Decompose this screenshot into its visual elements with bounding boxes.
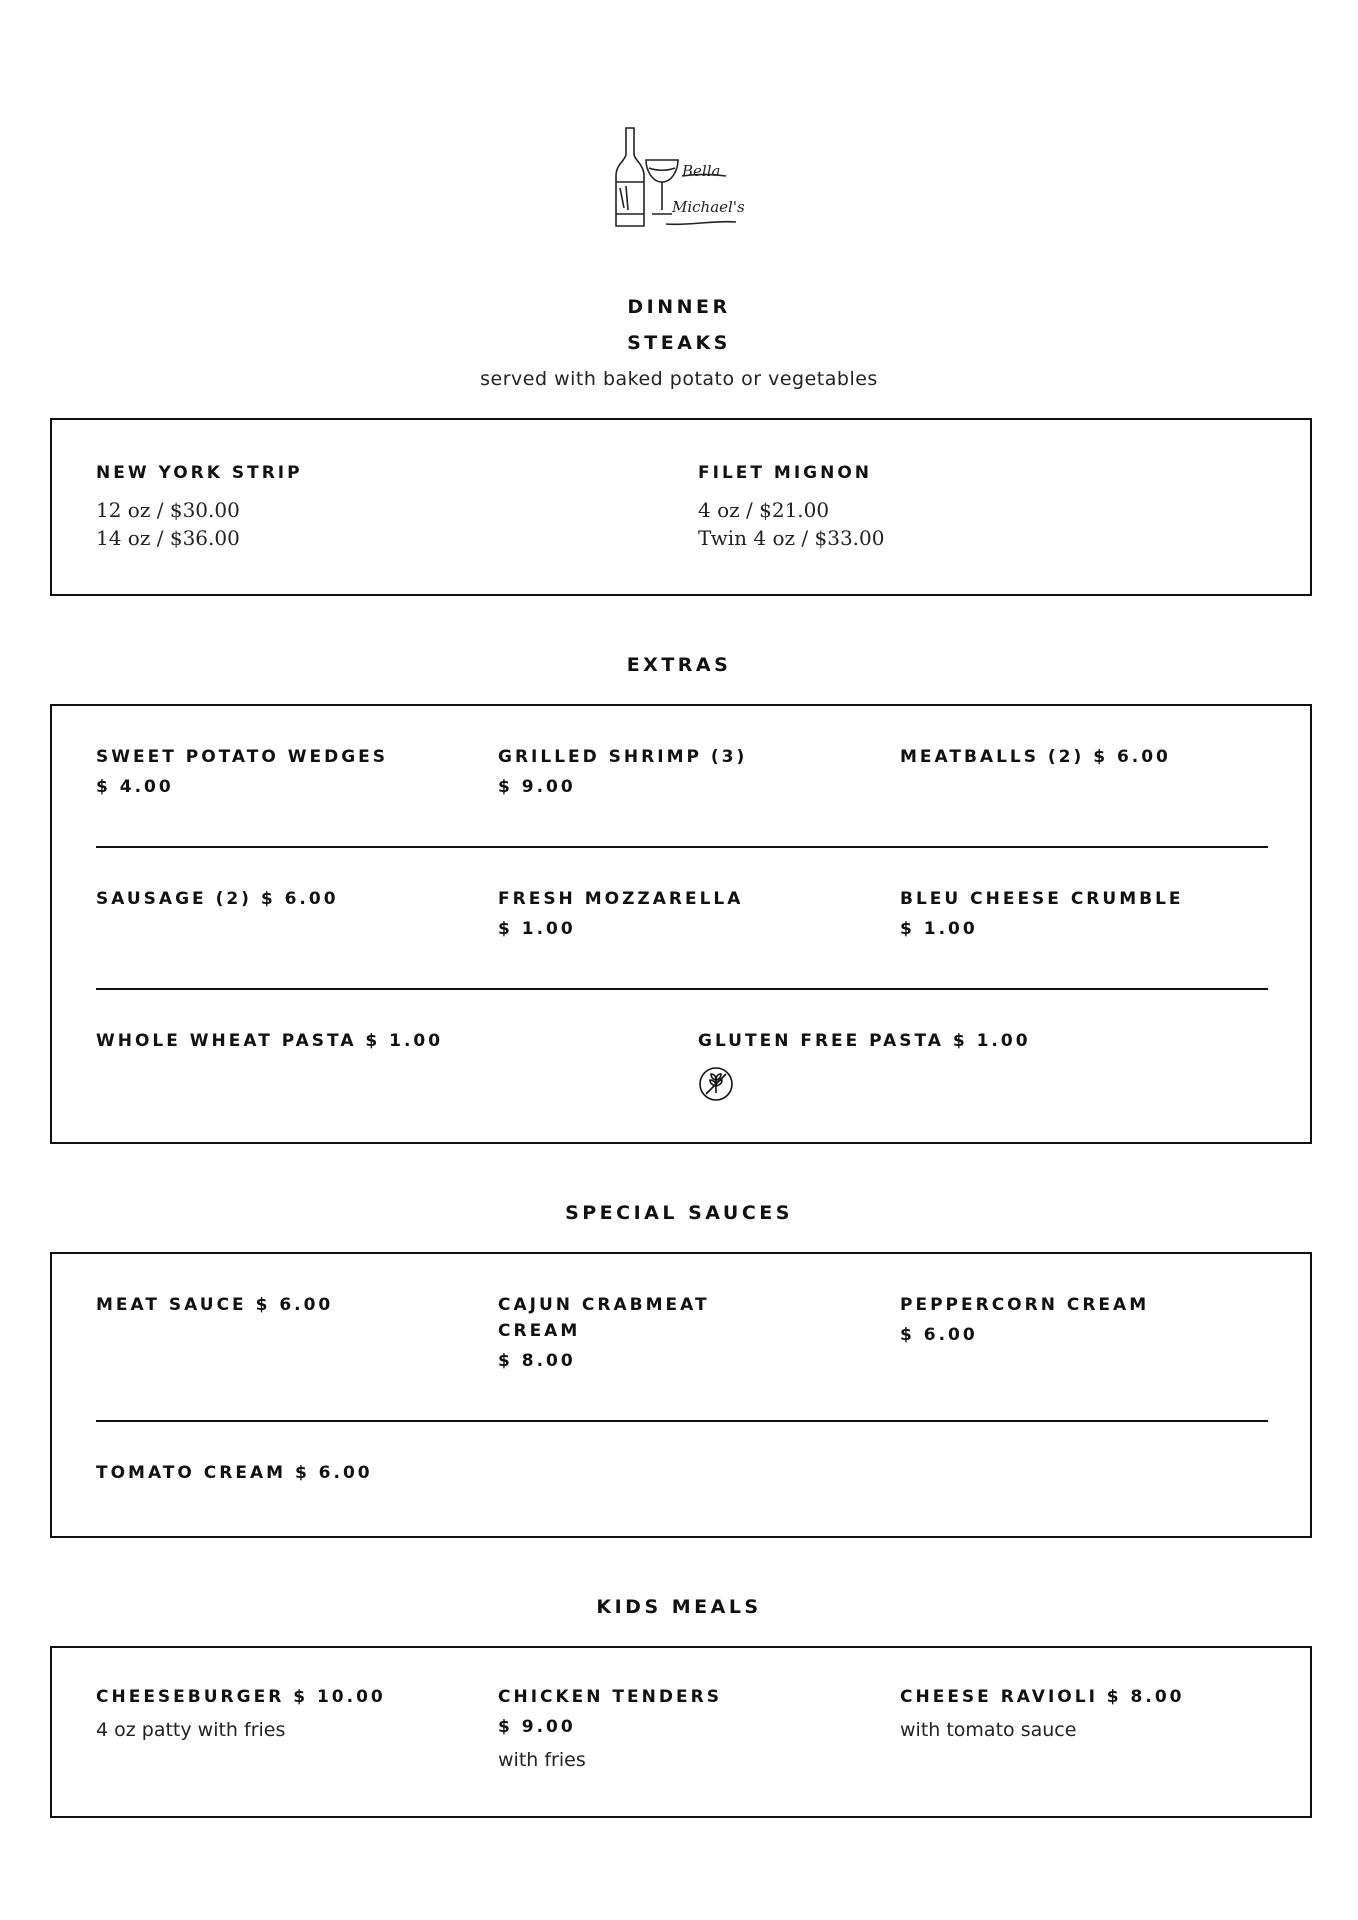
extra-price: $ 9.00 (498, 777, 576, 797)
extra-name: SWEET POTATO WEDGES (96, 747, 389, 767)
kids-item-name: CHEESEBURGER $ 10.00 (96, 1687, 386, 1707)
sauces-box (50, 1252, 1312, 1538)
restaurant-logo (612, 124, 752, 234)
sauce-price: $ 8.00 (498, 1351, 576, 1371)
extra-name: SAUSAGE (2) $ 6.00 (96, 889, 339, 909)
category-title: STEAKS (627, 332, 731, 354)
extra-price: $ 4.00 (96, 777, 174, 797)
extra-name: MEATBALLS (2) $ 6.00 (900, 747, 1171, 767)
extra-price: $ 1.00 (900, 919, 978, 939)
kids-item-name: CHEESE RAVIOLI $ 8.00 (900, 1687, 1185, 1707)
steak-option: 12 oz / $30.00 (96, 498, 240, 522)
row-divider (96, 988, 1268, 990)
sauce-price: $ 6.00 (900, 1325, 978, 1345)
kids-item-desc: with tomato sauce (900, 1719, 1077, 1741)
steak-name: FILET MIGNON (698, 463, 873, 483)
logo-text-line2: Michael's (672, 198, 745, 216)
kids-item-name: CHICKEN TENDERS (498, 1687, 722, 1707)
extra-name: FRESH MOZZARELLA (498, 889, 744, 909)
kids-item-desc: 4 oz patty with fries (96, 1719, 286, 1741)
sauce-name: CAJUN CRABMEAT CREAM (498, 1295, 710, 1341)
steak-name: NEW YORK STRIP (96, 463, 303, 483)
row-divider (96, 1420, 1268, 1422)
gluten-free-icon (698, 1066, 734, 1102)
kids-item-desc: with fries (498, 1749, 586, 1771)
extras-box (50, 704, 1312, 1144)
sauces-title: SPECIAL SAUCES (565, 1202, 793, 1224)
row-divider (96, 846, 1268, 848)
sauce-name: PEPPERCORN CREAM (900, 1295, 1150, 1315)
sauce-name: MEAT SAUCE $ 6.00 (96, 1295, 334, 1315)
steak-option: Twin 4 oz / $33.00 (698, 526, 885, 550)
kids-title: KIDS MEALS (596, 1596, 762, 1618)
section-title: DINNER (627, 296, 731, 318)
extra-name: GRILLED SHRIMP (3) (498, 747, 748, 767)
extras-title: EXTRAS (626, 654, 732, 676)
steak-option: 4 oz / $21.00 (698, 498, 830, 522)
logo-text-line1: Bella (682, 162, 721, 180)
sauce-name: TOMATO CREAM $ 6.00 (96, 1463, 373, 1483)
category-note: served with baked potato or vegetables (480, 368, 878, 390)
extra-price: $ 1.00 (498, 919, 576, 939)
extra-name: GLUTEN FREE PASTA $ 1.00 (698, 1031, 1031, 1051)
extra-name: BLEU CHEESE CRUMBLE (900, 889, 1184, 909)
kids-box (50, 1646, 1312, 1818)
kids-item-price: $ 9.00 (498, 1717, 576, 1737)
extra-name: WHOLE WHEAT PASTA $ 1.00 (96, 1031, 444, 1051)
steak-option: 14 oz / $36.00 (96, 526, 240, 550)
steaks-box (50, 418, 1312, 596)
